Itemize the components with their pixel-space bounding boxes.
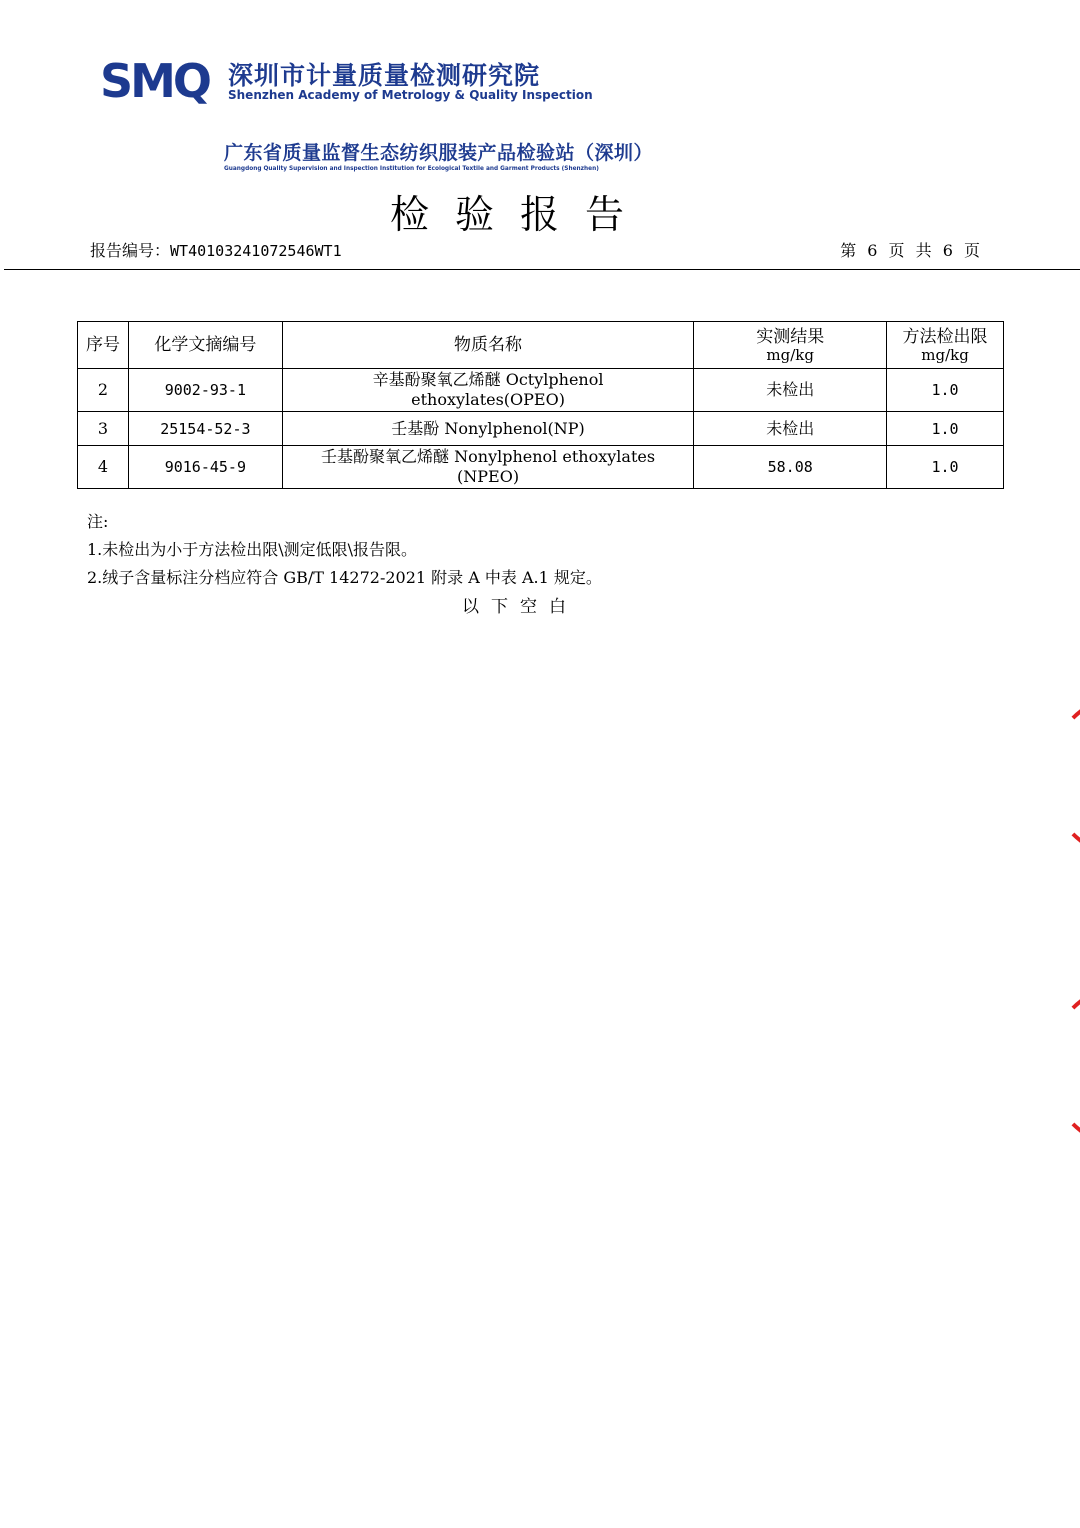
cell-name	[282, 446, 694, 489]
notes-label: 注:	[87, 512, 109, 531]
table-row	[78, 369, 1004, 412]
notes-section	[87, 508, 602, 592]
header-limit-unit: mg/kg	[921, 345, 969, 364]
sub-org-name-en: Guangdong Quality Supervision and Inspection Institution for Ecological Textile and Garment Products (Shenzhen)	[224, 166, 599, 172]
cell-seq: 3	[78, 412, 129, 446]
cell-cas: 25154-52-3	[128, 412, 282, 446]
cell-name	[282, 369, 694, 412]
cell-cas: 9002-93-1	[128, 369, 282, 412]
end-of-report-mark: 以下空白	[462, 597, 578, 617]
cell-seq: 2	[78, 369, 129, 412]
seal-stamp-fragment-bottom	[1047, 980, 1080, 1150]
header-result-unit: mg/kg	[766, 345, 814, 364]
cell-result: 未检出	[694, 412, 887, 446]
header-divider	[4, 269, 1080, 270]
cell-limit: 1.0	[887, 446, 1004, 489]
seal-stamp-fragment-top	[1047, 690, 1080, 860]
cell-name-line2: (NPEO)	[457, 467, 520, 486]
seal-stamp-icon	[1047, 692, 1080, 860]
sub-org-name-cn: 广东省质量监督生态纺织服装产品检验站（深圳）	[224, 142, 654, 164]
cell-name-line2: ethoxylates(OPEO)	[411, 390, 565, 409]
report-title: 检验报告	[389, 193, 650, 238]
note-item: 1.未检出为小于方法检出限\测定低限\报告限。	[87, 540, 418, 559]
results-table	[77, 321, 1004, 489]
table-row	[78, 446, 1004, 489]
cell-result: 58.08	[694, 446, 887, 489]
org-name-cn: 深圳市计量质量检测研究院	[228, 61, 541, 90]
header-result-label: 实测结果	[756, 326, 825, 347]
cell-result: 未检出	[694, 369, 887, 412]
org-name-en: Shenzhen Academy of Metrology & Quality Inspection	[228, 88, 593, 102]
page-info: 第 6 页 共 6 页	[840, 241, 980, 260]
smq-logo-mark: SMQ	[100, 54, 210, 108]
cell-name-line1: 壬基酚 Nonylphenol(NP)	[391, 418, 585, 438]
table-header-row	[78, 322, 1004, 369]
cell-name-line1: 壬基酚聚氧乙烯醚 Nonylphenol ethoxylates	[321, 447, 656, 466]
cell-cas: 9016-45-9	[128, 446, 282, 489]
cell-name-line1: 辛基酚聚氧乙烯醚 Octylphenol	[372, 370, 604, 389]
cell-limit: 1.0	[887, 412, 1004, 446]
header-limit	[887, 322, 1004, 369]
note-item: 2.绒子含量标注分档应符合 GB/T 14272-2021 附录 A 中表 A.1 规定。	[87, 568, 602, 587]
header-cas: 化学文摘编号	[128, 322, 282, 369]
sub-org-block	[224, 138, 654, 172]
cell-name	[282, 412, 694, 446]
header-limit-label: 方法检出限	[902, 326, 988, 347]
header-result	[694, 322, 887, 369]
cell-limit: 1.0	[887, 369, 1004, 412]
report-number-value: WT40103241072546WT1	[170, 242, 342, 260]
report-number-label: 报告编号：	[90, 241, 171, 260]
table-row	[78, 412, 1004, 446]
org-logo	[100, 52, 593, 112]
cell-seq: 4	[78, 446, 129, 489]
header-seq: 序号	[78, 322, 129, 369]
header-name: 物质名称	[282, 322, 694, 369]
seal-stamp-icon	[1047, 982, 1080, 1150]
report-number	[90, 238, 342, 261]
